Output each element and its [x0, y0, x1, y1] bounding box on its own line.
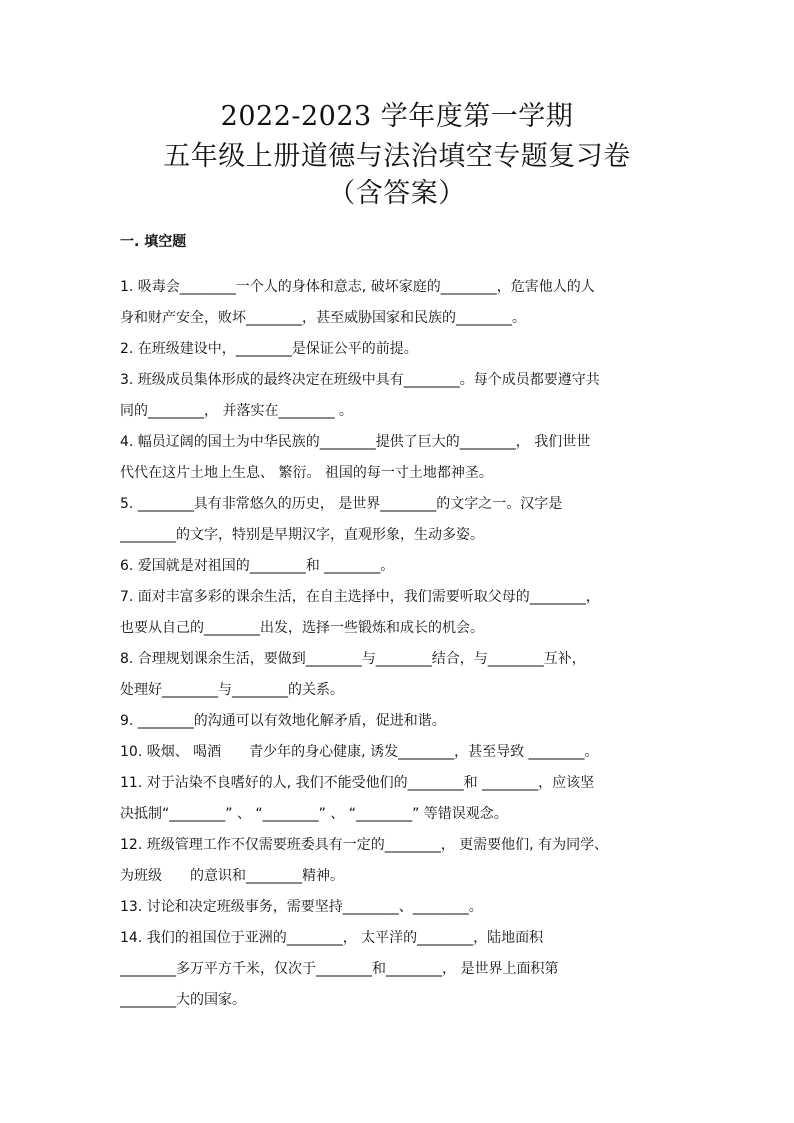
- question-line: ________的文字，特别是早期汉字，直观形象，生动多姿。: [120, 527, 484, 543]
- question-line: 6. 爱国就是对祖国的________和 ________。: [120, 558, 395, 574]
- title-line-3: （含答案）: [328, 178, 466, 209]
- question-line: 11. 对于沾染不良嗜好的人, 我们不能受他们的________和 ________，应该坚: [120, 775, 595, 791]
- question-line: 也要从自己的________出发，选择一些锻炼和成长的机会。: [120, 620, 484, 636]
- question-line: 4. 幅员辽阔的国土为中华民族的________提供了巨大的________， 我们世世: [120, 434, 591, 450]
- question-line: 12. 班级管理工作不仅需要班委具有一定的________， 更需要他们, 有为同学、: [120, 837, 609, 853]
- question-line: 代代在这片土地上生息、 繁衍。 祖国的每一寸土地都神圣。: [120, 465, 493, 481]
- question-line: 3. 班级成员集体形成的最终决定在班级中具有________。每个成员都要遵守共: [120, 372, 600, 388]
- question-line: 决抵制“________” 、 “________” 、 “________” 等错误观念。: [120, 806, 508, 822]
- question-line: 身和财产安全，败坏________，甚至威胁国家和民族的________。: [120, 310, 526, 326]
- question-line: 8. 合理规划课余生活，要做到________与________结合，与________互补，: [120, 651, 586, 667]
- question-line: 13. 讨论和决定班级事务，需要坚持________、________。: [120, 899, 483, 915]
- question-list: [120, 272, 676, 1016]
- question-line: 为班级 的意识和________精神。: [120, 868, 344, 884]
- title-line-2: 五年级上册道德与法治填空专题复习卷: [163, 141, 631, 172]
- question-line: 处理好________与________的关系。: [120, 682, 344, 698]
- question-line: 10. 吸烟、 喝酒 青少年的身心健康, 诱发________，甚至导致 ________。: [120, 744, 599, 760]
- question-line: ________大的国家。: [120, 992, 246, 1008]
- title-line-1: 2022-2023 学年度第一学期: [220, 101, 574, 132]
- question-line: ________多万平方千米，仅次于________和________， 是世界上面积第: [120, 961, 559, 977]
- question-line: 14. 我们的祖国位于亚洲的________， 太平洋的________，陆地面积: [120, 930, 544, 946]
- question-line: 1. 吸毒会________一个人的身体和意志, 破坏家庭的________，危害他人的人: [120, 279, 595, 295]
- section-heading: 一. 填空题: [120, 234, 187, 250]
- question-line: 2. 在班级建设中，________是保证公平的前提。: [120, 341, 418, 357]
- question-line: 7. 面对丰富多彩的课余生活，在自主选择中，我们需要听取父母的________，: [120, 589, 600, 605]
- question-line: 5. ________具有非常悠久的历史， 是世界________的文字之一。汉字是: [120, 496, 563, 512]
- question-line: 9. ________的沟通可以有效地化解矛盾，促进和谐。: [120, 713, 446, 729]
- question-line: 同的________， 并落实在________ 。: [120, 403, 353, 419]
